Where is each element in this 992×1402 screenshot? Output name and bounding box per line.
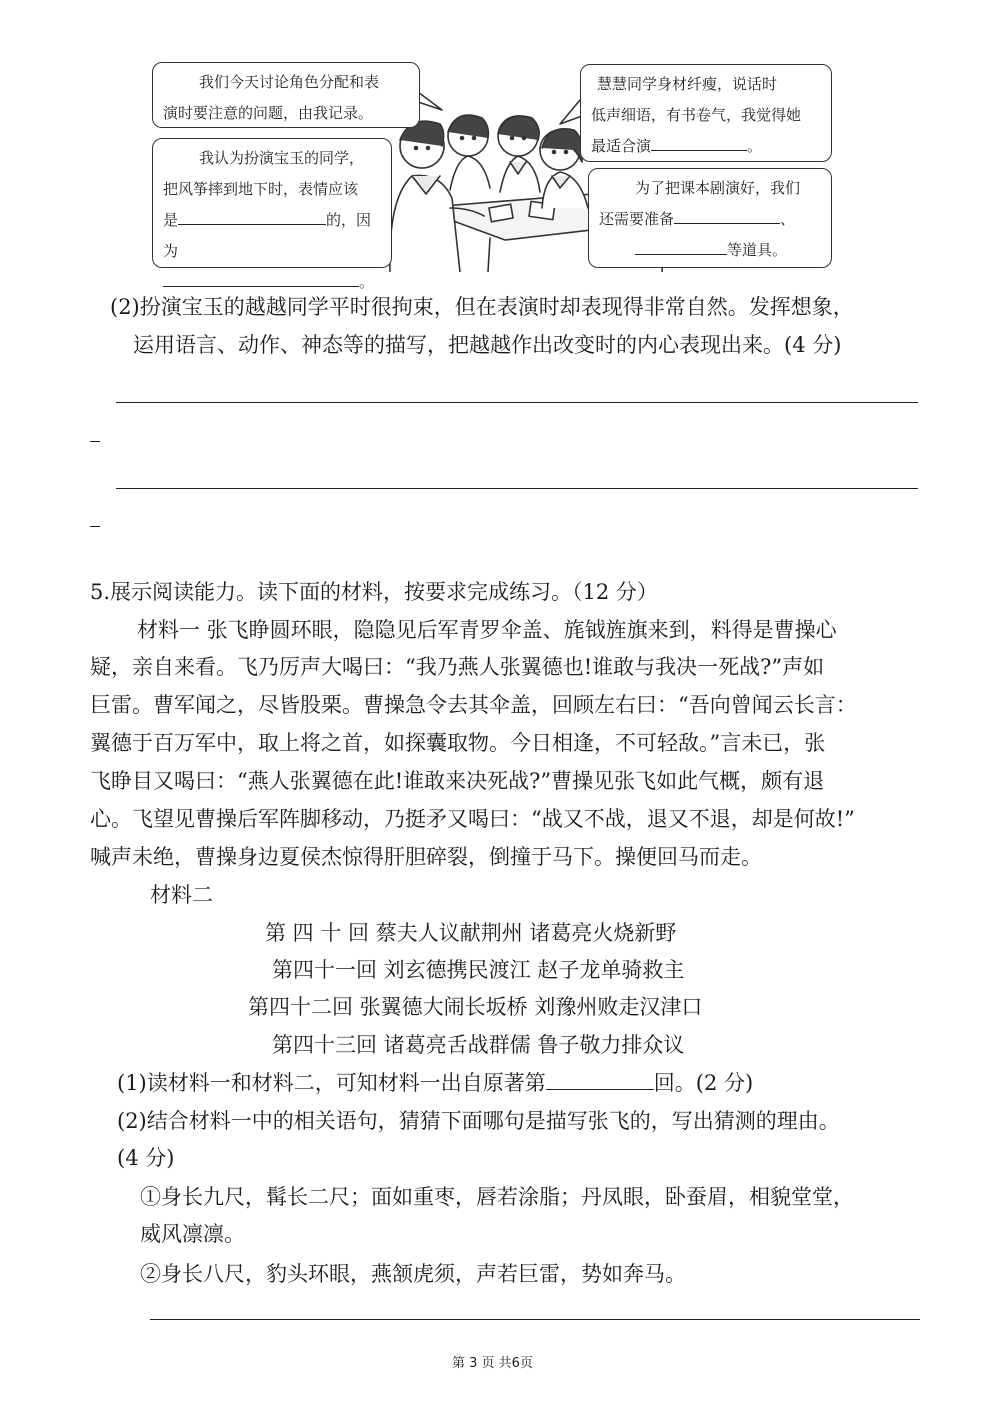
answer-line[interactable] (116, 488, 918, 489)
question-4-2-line2: 运用语言、动作、神态等的描写，把越越作出改变时的内心表现出来。(4 分) (133, 333, 842, 357)
sub-question-2-line2: (4 分) (117, 1146, 175, 1170)
line-marker (90, 441, 100, 442)
sub-question-1-points: 回。(2 分) (653, 1071, 754, 1095)
bubble-text: 我们今天讨论角色分配和表 (199, 73, 380, 91)
bubble-text: 。 (747, 137, 763, 155)
bubble-text: 最适合演 (591, 137, 652, 155)
material1-line: 喊声未绝，曹操身边夏侯杰惊得肝胆碎裂，倒撞于马下。操便回马而走。 (90, 845, 762, 869)
speech-bubble-recorder (152, 62, 420, 128)
bubble-text: 我认为扮演宝玉的同学， (199, 149, 365, 167)
question-4-2-line1: (2)扮演宝玉的越越同学平时很拘束，但在表演时却表现得非常自然。发挥想象， (110, 295, 854, 319)
answer-blank[interactable] (674, 205, 780, 224)
bubble-text: 、 (780, 210, 796, 228)
option-1-line1: ①身长九尺，髯长二尺；面如重枣，唇若涂脂；丹凤眼，卧蚕眉，相貌堂堂， (140, 1185, 854, 1209)
option-2: ②身长八尺，豹头环眼，燕颔虎须，声若巨雷，势如奔马。 (140, 1262, 686, 1286)
bubble-text: 为了把课本剧演好，我们 (635, 179, 801, 197)
answer-blank[interactable] (178, 206, 326, 225)
material1-line: 飞睁目又喝曰：“燕人张翼德在此!谁敢来决死战?”曹操见张飞如此气概，颇有退 (90, 769, 825, 793)
bubble-text: 演时要注意的问题，由我记录。 (163, 104, 374, 122)
answer-blank[interactable] (163, 268, 359, 287)
speech-bubble-baoyu (152, 138, 392, 291)
chapter-title: 第四十一回 刘玄德携民渡江 赵子龙单骑救主 (272, 958, 685, 982)
sub-question-1 (117, 1068, 753, 1098)
bubble-text: 的，因为 (163, 211, 372, 260)
page-footer: 第 3 页 共6页 (452, 1356, 533, 1371)
sub-question-2-line1: (2)结合材料一中的相关语句，猜猜下面哪句是描写张飞的，写出猜测的理由。 (117, 1109, 840, 1133)
chapter-title: 第 四 十 回 蔡夫人议献荆州 诸葛亮火烧新野 (265, 921, 677, 945)
question-5-title: 5.展示阅读能力。读下面的材料，按要求完成练习。（12 分） (90, 580, 658, 604)
answer-blank[interactable] (546, 1069, 654, 1090)
bubble-text: 。 (359, 273, 375, 291)
line-marker (90, 526, 100, 527)
sub-question-1-text: (1)读材料一和材料二，可知材料一出自原著第 (117, 1071, 546, 1095)
chapter-title: 第四十二回 张翼德大闹长坂桥 刘豫州败走汉津口 (248, 995, 703, 1019)
chapter-title: 第四十三回 诸葛亮舌战群儒 鲁子敬力排众议 (272, 1033, 685, 1057)
material2-label: 材料二 (150, 883, 213, 907)
answer-line[interactable] (116, 402, 918, 403)
answer-line[interactable] (150, 1319, 920, 1320)
bubble-text: 低声细语，有书卷气，我觉得她 (591, 106, 802, 124)
material1-line: 心。飞望见曹操后军阵脚移动，乃挺矛又喝曰：“战又不战，退又不退，却是何故!” (90, 807, 855, 831)
answer-blank[interactable] (635, 236, 727, 255)
bubble-text: 把风筝摔到地下时，表情应该 (163, 180, 359, 198)
bubble-text: 慧慧同学身材纤瘦，说话时 (597, 75, 778, 93)
bubble-text: 等道具。 (727, 241, 788, 259)
bubble-text: 还需要准备 (599, 210, 675, 228)
material1-line: 巨雷。曹军闻之，尽皆股栗。曹操急令去其伞盖，回顾左右曰：“吾向曾闻云长言： (90, 693, 857, 717)
material1-line: 翼德于百万军中，取上将之首，如探囊取物。今日相逢，不可轻敌。”言未已，张 (90, 731, 826, 755)
material1-line: 材料一 张飞睁圆环眼，隐隐见后军青罗伞盖、旄钺旌旗来到，料得是曹操心 (137, 618, 837, 642)
speech-bubble-props (588, 168, 832, 268)
bubble-text: 是 (163, 211, 179, 229)
material1-line: 疑，亲自来看。飞乃厉声大喝曰：“我乃燕人张翼德也!谁敢与我决一死战?”声如 (90, 655, 825, 679)
answer-blank[interactable] (651, 132, 747, 151)
speech-bubble-huihui (580, 64, 832, 162)
option-1-line2: 威风凛凛。 (140, 1222, 245, 1246)
